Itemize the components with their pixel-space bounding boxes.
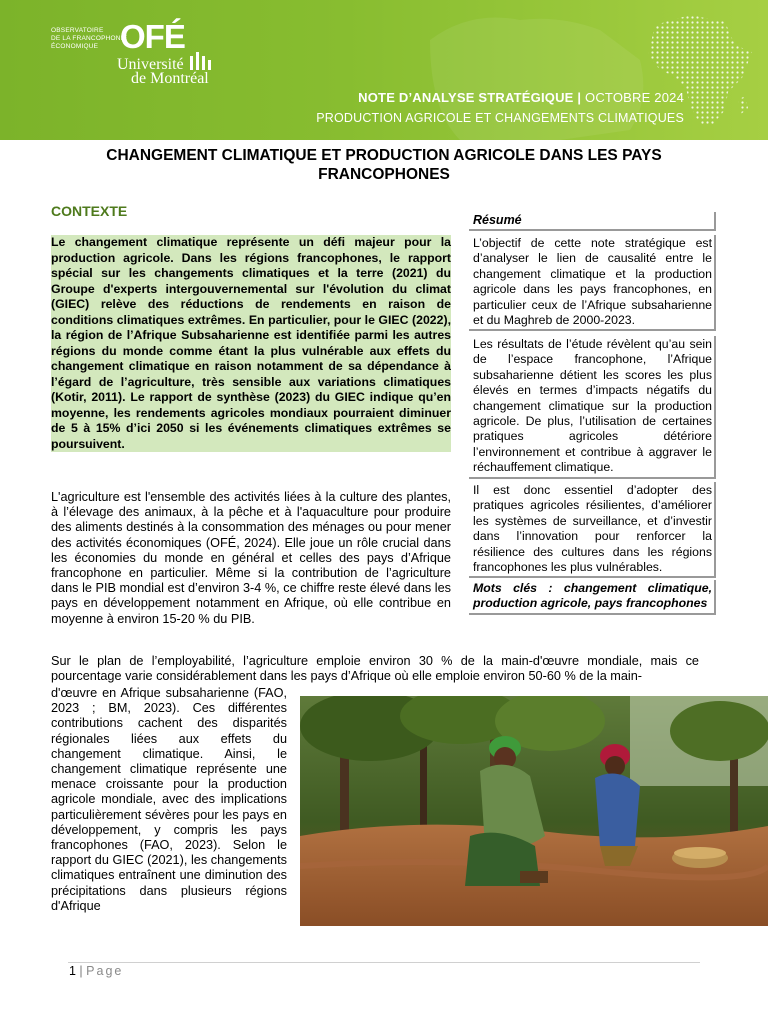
footer-separator: | — [75, 964, 87, 978]
farmers-field-photo — [300, 696, 768, 926]
resume-heading: Résumé — [469, 212, 716, 231]
page-footer — [69, 964, 123, 978]
agriculture-paragraph: L'agriculture est l'ensemble des activités liées à la culture des plantes, à l’élevage des animaux, à la pêche et à l'aquaculture pour produire des aliments destinés à la consommation des ménages ou pour mener des activités économiques (OFÉ, 2024). Elle joue un rôle crucial dans les économies du monde en général et celles des pays d’Afrique francophone en particulier. Même si la contribution de l’agriculture dans le PIB mondial est d’environ 3-4 %, ce chiffre reste élevé dans les pays en développement notamment en Afrique, où elle contribue en moyenne à environ 15-20 % du PIB. — [51, 490, 451, 626]
org-line-1: OBSERVATOIRE — [51, 27, 104, 34]
observatoire-org-name — [51, 27, 127, 51]
note-type: NOTE D’ANALYSE STRATÉGIQUE | — [358, 90, 582, 105]
org-line-2: DE LA FRANCOPHONIE — [51, 35, 128, 42]
note-subtitle: PRODUCTION AGRICOLE ET CHANGEMENTS CLIMATIQUES — [316, 111, 684, 125]
contexte-heading: CONTEXTE — [51, 203, 128, 219]
note-type-line — [358, 90, 684, 105]
climate-impact-paragraph: d'œuvre en Afrique subsaharienne (FAO, 2023 ; BM, 2023). Ces différentes contributions cachent des disparités régionales liées aux effets du changement climatique. Ainsi, le changement climatique représente une menace croissante pour la production agricole mondiale, avec des implications particulièrement sévères pour les pays en développement, y compris les pays francophones (FAO, 2023). Selon le rapport du GIEC (2021), les changements climatiques entraînent une diminution des précipitations dans plusieurs régions d'Afrique — [51, 686, 287, 913]
page-label: Page — [86, 964, 124, 978]
resume-results-box: Les résultats de l’étude révèlent qu’au sein de l’espace francophone, l’Afrique subsaharienne détient les scores les plus élevés en termes d’impacts négatifs du changement climatique sur la production agricole. De plus, l’utilisation de certaines pratiques agricoles détériore l’environnement et contribue à aggraver le réchauffement climatique. — [469, 336, 716, 479]
page-number: 1 — [69, 964, 76, 978]
resume-recommendation-box: Il est donc essentiel d’adopter des pratiques agricoles résilientes, d’améliorer les systèmes de surveillance, et d’investir dans l’innovation pour renforcer la résilience des cultures dans les régions francophones les plus vulnérables. — [469, 482, 716, 578]
ofe-logo: OFÉ — [120, 18, 185, 55]
university-emblem-icon — [188, 52, 214, 72]
contexte-highlight-paragraph: Le changement climatique représente un défi majeur pour la production agricole. Dans les régions francophones, le rapport spécial sur les changements climatiques et la terre (2021) du Groupe d'experts intergouvernemental sur l'évolution du climat (GIEC) relève des réductions de rendements en raison de conditions climatiques extrêmes. En particulier, pour le GIEC (2022), la région de l’Afrique Subsaharienne est identifiée parmi les autres régions du monde comme étant la plus vulnérable aux effets du changement climatique en raison notamment de sa dépendance à l’égard de l’agriculture, très sensible aux variations climatiques (Kotir, 2011). Le rapport de synthèse (2023) du GIEC indique qu’en moyenne, les rendements agricoles mondiaux pourraient diminuer de 5 à 15% d’ici 2050 si les événements climatiques extrêmes se poursuivent. — [51, 235, 451, 451]
document-title: CHANGEMENT CLIMATIQUE ET PRODUCTION AGRICOLE DANS LES PAYS FRANCOPHONES — [106, 147, 662, 183]
resume-objective-box: L’objectif de cette note stratégique est d’analyser le lien de causalité entre le changement climatique et la production agricole dans les pays francophones, en particulier ceux de l’Afrique subsaharienne et du Maghreb de 2000-2023. — [469, 235, 716, 331]
university-line-1: Université — [117, 56, 184, 73]
org-line-3: ÉCONOMIQUE — [51, 43, 99, 50]
note-date: OCTOBRE 2024 — [581, 90, 684, 105]
keywords-box: Mots clés : changement climatique, production agricole, pays francophones — [469, 580, 716, 615]
employability-paragraph: Sur le plan de l’employabilité, l’agriculture emploie environ 30 % de la main-d'œuvre mondiale, mais ce pourcentage varie considérablement dans les pays d’Afrique où elle emploie environ 50-60 % de la main- — [51, 654, 699, 684]
header-banner — [0, 0, 768, 140]
university-line-2: de Montréal — [131, 70, 209, 87]
footer-divider — [68, 962, 700, 963]
